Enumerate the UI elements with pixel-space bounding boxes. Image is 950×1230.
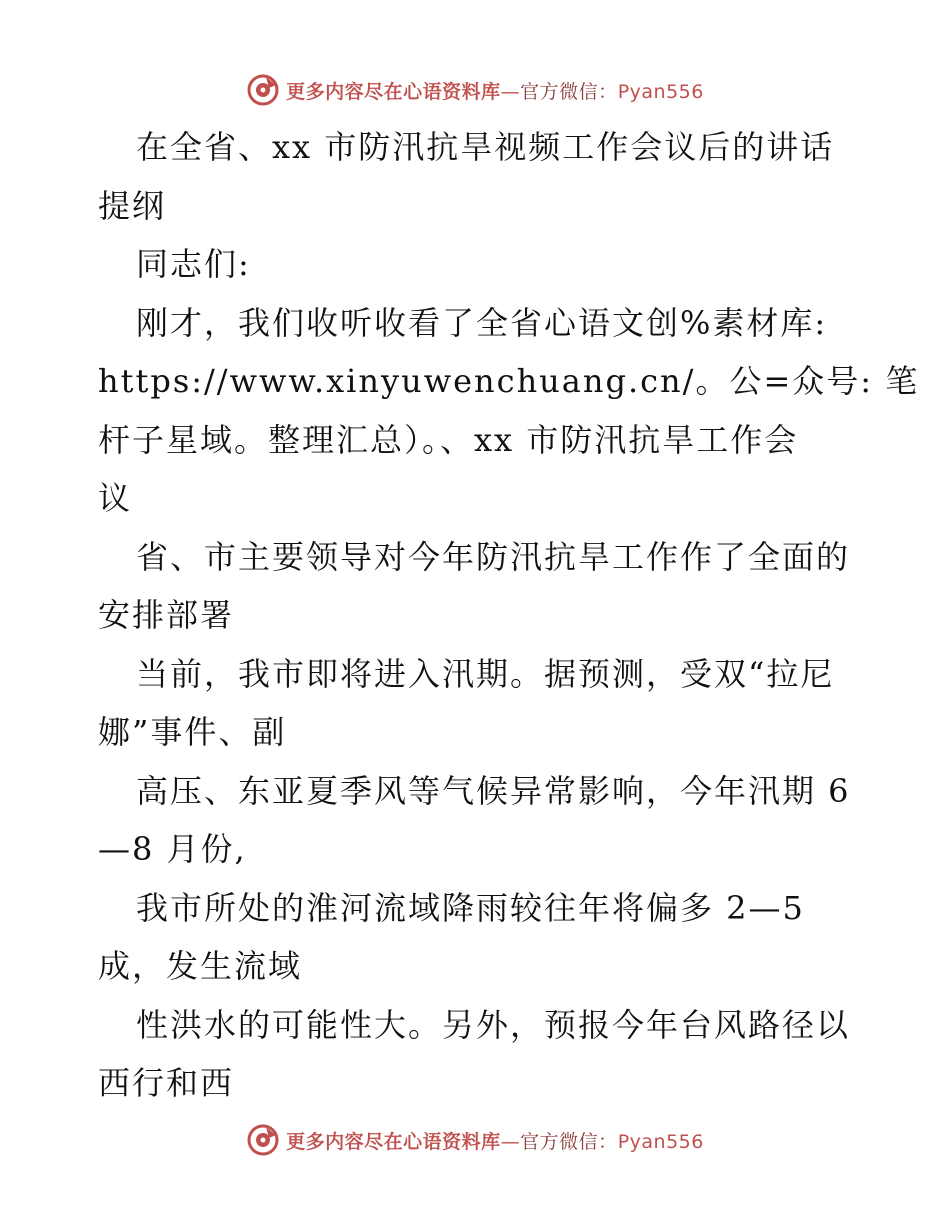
text-line: 娜”事件、副 — [98, 713, 287, 751]
banner-main-text: 更多内容尽在心语资料库 — [286, 1130, 501, 1153]
brand-logo-icon — [246, 73, 280, 107]
text-line: 刚才，我们收听收看了全省心语文创%素材库: — [136, 303, 828, 342]
banner-wechat-id: Pyan556 — [617, 1130, 704, 1153]
header-banner — [0, 70, 950, 110]
banner-dash: — — [500, 1130, 521, 1153]
banner-official-label: 官方微信： — [520, 1130, 618, 1153]
text-line: 西行和西 — [98, 1064, 235, 1102]
text-line: 成，发生流域 — [98, 947, 303, 985]
banner-text — [286, 1127, 704, 1154]
text-line: 同志们: — [136, 245, 251, 283]
text-line: 安排部署 — [98, 596, 235, 634]
text-line: 性洪水的可能性大。另外，预报今年台风路径以 — [136, 1005, 851, 1044]
document-body — [98, 118, 920, 1113]
text-line: —8 月份, — [98, 830, 247, 868]
text-line: 当前，我市即将进入汛期。据预测，受双“拉尼 — [136, 654, 835, 693]
text-line: 省、市主要领导对今年防汛抗旱工作作了全面的 — [136, 537, 851, 576]
footer-banner — [0, 1120, 950, 1160]
text-line: 我市所处的淮河流域降雨较往年将偏多 2—5 — [136, 888, 805, 927]
text-line: 高压、东亚夏季风等气候异常影响，今年汛期 6 — [136, 771, 851, 810]
text-line: 提纲 — [98, 186, 167, 225]
brand-logo-icon — [246, 1123, 280, 1157]
text-line: 议 — [98, 479, 133, 517]
banner-text — [286, 77, 704, 104]
banner-main-text: 更多内容尽在心语资料库 — [286, 80, 501, 103]
text-line: 在全省、xx 市防汛抗旱视频工作会议后的讲话 — [136, 128, 835, 166]
banner-wechat-id: Pyan556 — [617, 80, 704, 103]
banner-official-label: 官方微信： — [520, 80, 618, 103]
text-line: 杆子星域。整理汇总）。、xx 市防汛抗旱工作会 — [98, 420, 799, 459]
text-line: https://www.xinyuwenchuang.cn/。公=众号: 笔 — [98, 362, 920, 400]
banner-dash: — — [500, 80, 521, 103]
